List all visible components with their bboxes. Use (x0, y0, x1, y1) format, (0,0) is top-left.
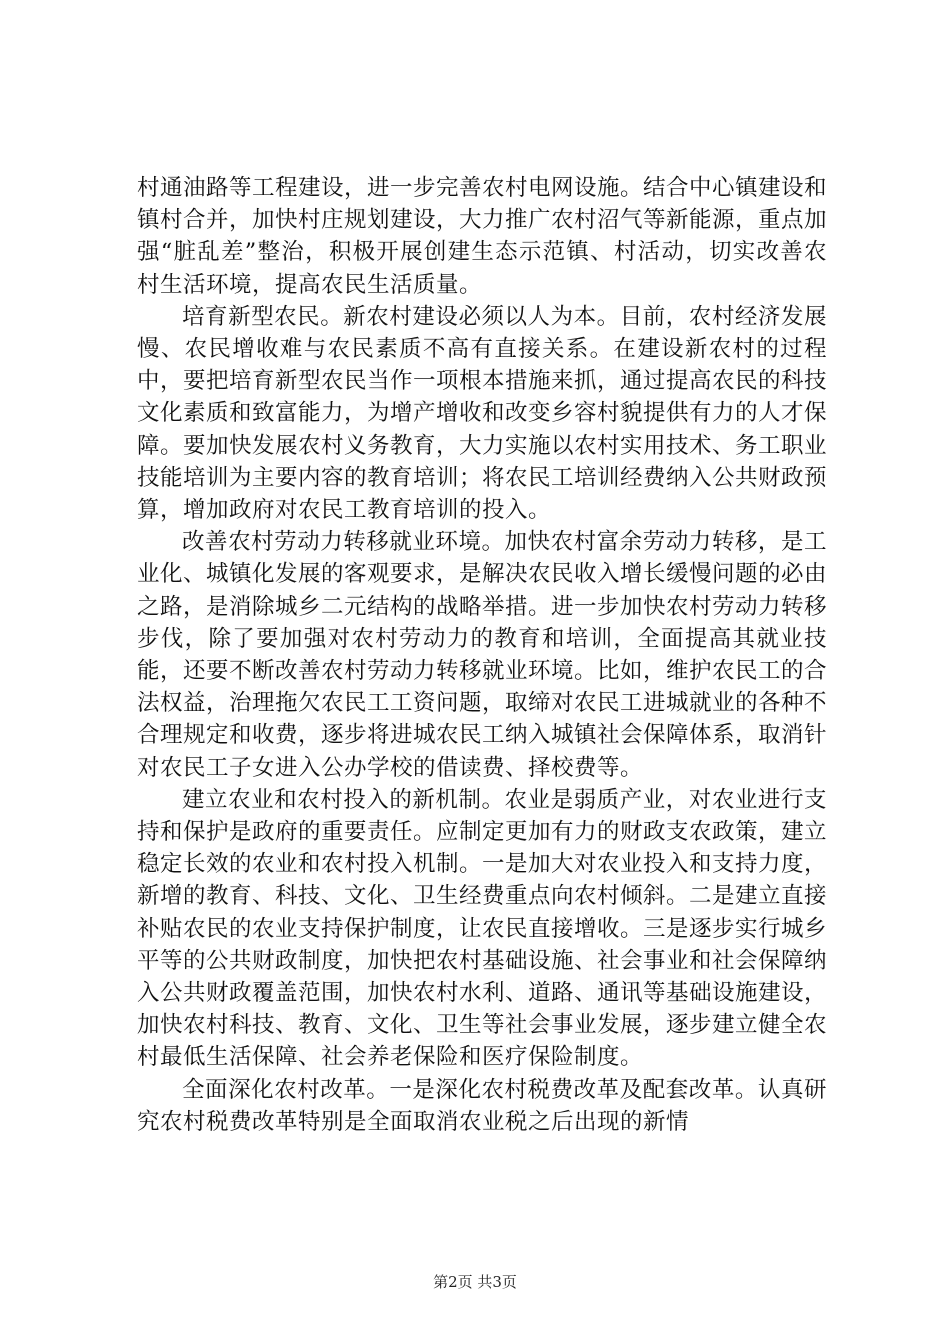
paragraph: 村通油路等工程建设，进一步完善农村电网设施。结合中心镇建设和镇村合并，加快村庄规划建设，大力推广农村沼气等新能源，重点加强“脏乱差”整治，积极开展创建生态示范镇、村活动，切实改善农村生活环境，提高农民生活质量。 (137, 175, 828, 298)
paragraph: 培育新型农民。新农村建设必须以人为本。目前，农村经济发展慢、农民增收难与农民素质不高有直接关系。在建设新农村的过程中，要把培育新型农民当作一项根本措施来抓，通过提高农民的科技文化素质和致富能力，为增产增收和改变乡容村貌提供有力的人才保障。要加快发展农村义务教育，大力实施以农村实用技术、务工职业技能培训为主要内容的教育培训；将农民工培训经费纳入公共财政预算，增加政府对农民工教育培训的投入。 (137, 303, 828, 524)
paragraph: 全面深化农村改革。一是深化农村税费改革及配套改革。认真研究农村税费改革特别是全面取消农业税之后出现的新情 (137, 1076, 827, 1135)
paragraph: 改善农村劳动力转移就业环境。加快农村富余劳动力转移，是工业化、城镇化发展的客观要求，是解决农民收入增长缓慢问题的必由之路，是消除城乡二元结构的战略举措。进一步加快农村劳动力转移步伐，除了要加强对农村劳动力的教育和培训，全面提高其就业技能，还要不断改善农村劳动力转移就业环境。比如，维护农民工的合法权益，治理拖欠农民工工资问题，取缔对农民工进城就业的各种不合理规定和收费，逐步将进城农民工纳入城镇社会保障体系，取消针对农民工子女进入公办学校的借读费、择校费等。 (137, 529, 828, 781)
page-number-footer: 第2页 共3页 (433, 1273, 517, 1291)
paragraph: 建立农业和农村投入的新机制。农业是弱质产业，对农业进行支持和保护是政府的重要责任。应制定更加有力的财政支农政策，建立稳定长效的农业和农村投入机制。一是加大对农业投入和支持力度，新增的教育、科技、文化、卫生经费重点向农村倾斜。二是建立直接补贴农民的农业支持保护制度，让农民直接增收。三是逐步实行城乡平等的公共财政制度，加快把农村基础设施、社会事业和社会保障纳入公共财政覆盖范围，加快农村水利、道路、通讯等基础设施建设，加快农村科技、教育、文化、卫生等社会事业发展，逐步建立健全农村最低生活保障、社会养老保险和医疗保险制度。 (137, 786, 828, 1071)
document-body (137, 172, 827, 1138)
